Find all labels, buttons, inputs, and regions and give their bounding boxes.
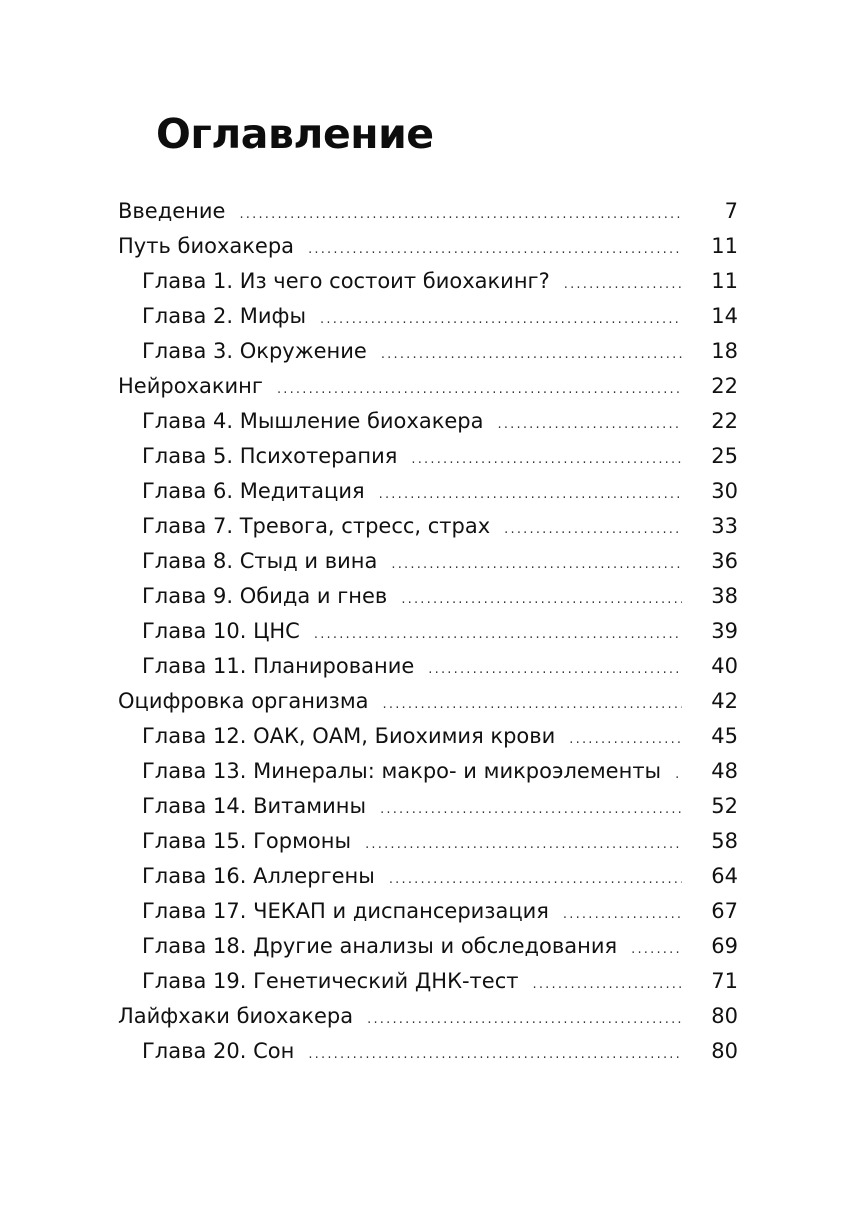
toc-chapter-entry[interactable] xyxy=(118,579,738,614)
dot-leader xyxy=(411,442,682,477)
toc-entry-page-number: 25 xyxy=(711,444,738,468)
dot-leader xyxy=(380,792,682,827)
toc-part-entry[interactable] xyxy=(118,194,738,229)
toc-entry-page-number: 45 xyxy=(711,724,738,748)
toc-entry-page-number: 58 xyxy=(711,829,738,853)
toc-chapter-entry[interactable] xyxy=(118,404,738,439)
dot-leader xyxy=(320,302,682,337)
dot-leader xyxy=(308,1037,682,1072)
toc-chapter-entry[interactable] xyxy=(118,509,738,544)
toc-entry-label: Глава 19. Генетический ДНК-тест xyxy=(142,969,519,993)
toc-entry-label: Введение xyxy=(118,199,226,223)
toc-entry-page-number: 22 xyxy=(711,374,738,398)
toc-entry-page-number: 7 xyxy=(724,199,738,223)
toc-entry-page-number: 71 xyxy=(711,969,738,993)
toc-entry-page-number: 52 xyxy=(711,794,738,818)
dot-leader xyxy=(569,722,682,757)
toc-entry-label: Путь биохакера xyxy=(118,234,295,258)
toc-entry-page-number: 40 xyxy=(711,654,738,678)
toc-entry-label: Лайфхаки биохакера xyxy=(118,1004,354,1028)
dot-leader xyxy=(239,197,682,232)
toc-entry-label: Глава 2. Мифы xyxy=(142,304,307,328)
dot-leader xyxy=(389,862,682,897)
dot-leader xyxy=(367,1002,682,1037)
dot-leader xyxy=(564,267,682,302)
toc-entry-label: Глава 17. ЧЕКАП и диспансеризация xyxy=(142,899,549,923)
toc-entry-page-number: 67 xyxy=(711,899,738,923)
toc-entry-page-number: 39 xyxy=(711,619,738,643)
toc-entry-page-number: 80 xyxy=(711,1039,738,1063)
toc-chapter-entry[interactable] xyxy=(118,894,738,929)
toc-chapter-entry[interactable] xyxy=(118,439,738,474)
table-of-contents xyxy=(118,194,738,1069)
toc-chapter-entry[interactable] xyxy=(118,789,738,824)
toc-chapter-entry[interactable] xyxy=(118,264,738,299)
toc-part-entry[interactable] xyxy=(118,369,738,404)
toc-entry-page-number: 22 xyxy=(711,409,738,433)
toc-entry-page-number: 11 xyxy=(711,269,738,293)
toc-entry-label: Глава 5. Психотерапия xyxy=(142,444,398,468)
toc-chapter-entry[interactable] xyxy=(118,614,738,649)
dot-leader xyxy=(381,337,682,372)
toc-entry-label: Глава 14. Витамины xyxy=(142,794,367,818)
toc-entry-page-number: 38 xyxy=(711,584,738,608)
toc-chapter-entry[interactable] xyxy=(118,859,738,894)
toc-entry-page-number: 69 xyxy=(711,934,738,958)
dot-leader xyxy=(308,232,682,267)
toc-entry-label: Оцифровка организма xyxy=(118,689,369,713)
toc-entry-label: Глава 13. Минералы: макро- и микроэлементы xyxy=(142,759,662,783)
toc-entry-label: Глава 10. ЦНС xyxy=(142,619,300,643)
toc-entry-label: Глава 18. Другие анализы и обследования xyxy=(142,934,618,958)
dot-leader xyxy=(277,372,682,407)
toc-part-entry[interactable] xyxy=(118,229,738,264)
toc-entry-label: Глава 12. ОАК, ОАМ, Биохимия крови xyxy=(142,724,556,748)
toc-entry-page-number: 64 xyxy=(711,864,738,888)
toc-entry-label: Глава 3. Окружение xyxy=(142,339,367,363)
toc-entry-page-number: 18 xyxy=(711,339,738,363)
page-title: Оглавление xyxy=(156,110,434,158)
toc-chapter-entry[interactable] xyxy=(118,544,738,579)
toc-chapter-entry[interactable] xyxy=(118,649,738,684)
toc-chapter-entry[interactable] xyxy=(118,299,738,334)
toc-chapter-entry[interactable] xyxy=(118,474,738,509)
toc-entry-label: Глава 4. Мышление биохакера xyxy=(142,409,484,433)
dot-leader xyxy=(365,827,682,862)
dot-leader xyxy=(498,407,682,442)
toc-chapter-entry[interactable] xyxy=(118,1034,738,1069)
toc-entry-label: Глава 11. Планирование xyxy=(142,654,415,678)
toc-chapter-entry[interactable] xyxy=(118,719,738,754)
toc-part-entry[interactable] xyxy=(118,684,738,719)
toc-chapter-entry[interactable] xyxy=(118,964,738,999)
toc-entry-page-number: 80 xyxy=(711,1004,738,1028)
toc-entry-page-number: 48 xyxy=(711,759,738,783)
toc-entry-page-number: 11 xyxy=(711,234,738,258)
dot-leader xyxy=(379,477,682,512)
toc-entry-label: Глава 9. Обида и гнев xyxy=(142,584,388,608)
dot-leader xyxy=(504,512,682,547)
toc-entry-page-number: 36 xyxy=(711,549,738,573)
dot-leader xyxy=(675,757,682,792)
dot-leader xyxy=(383,687,682,722)
toc-chapter-entry[interactable] xyxy=(118,824,738,859)
dot-leader xyxy=(428,652,682,687)
toc-chapter-entry[interactable] xyxy=(118,754,738,789)
toc-entry-page-number: 33 xyxy=(711,514,738,538)
toc-entry-label: Глава 16. Аллергены xyxy=(142,864,375,888)
toc-chapter-entry[interactable] xyxy=(118,334,738,369)
dot-leader xyxy=(631,932,682,967)
toc-entry-label: Глава 7. Тревога, стресс, страх xyxy=(142,514,491,538)
toc-entry-label: Нейрохакинг xyxy=(118,374,263,398)
dot-leader xyxy=(314,617,682,652)
dot-leader xyxy=(533,967,683,1002)
dot-leader xyxy=(401,582,682,617)
toc-part-entry[interactable] xyxy=(118,999,738,1034)
toc-entry-label: Глава 20. Сон xyxy=(142,1039,295,1063)
toc-entry-page-number: 30 xyxy=(711,479,738,503)
toc-entry-label: Глава 1. Из чего состоит биохакинг? xyxy=(142,269,550,293)
toc-entry-label: Глава 8. Стыд и вина xyxy=(142,549,378,573)
dot-leader xyxy=(391,547,682,582)
toc-entry-label: Глава 6. Медитация xyxy=(142,479,365,503)
dot-leader xyxy=(563,897,682,932)
toc-entry-page-number: 42 xyxy=(711,689,738,713)
toc-entry-label: Глава 15. Гормоны xyxy=(142,829,352,853)
toc-entry-page-number: 14 xyxy=(711,304,738,328)
toc-chapter-entry[interactable] xyxy=(118,929,738,964)
